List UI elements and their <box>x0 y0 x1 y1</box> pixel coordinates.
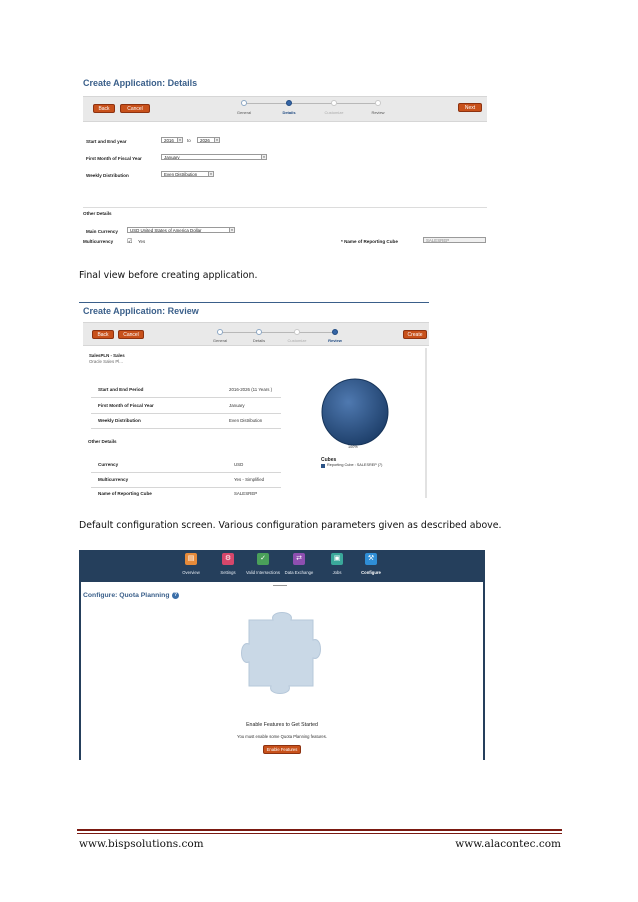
nav-data-exchange-label: Data Exchange <box>284 570 314 575</box>
back-button[interactable]: Back <box>93 104 115 113</box>
cubes-title: Cubes <box>321 457 337 463</box>
first-month-select[interactable]: January ▾ <box>161 154 267 160</box>
caption-final-view: Final view before creating application. <box>79 270 258 281</box>
start-year-select[interactable]: 2016 ▾ <box>161 137 183 143</box>
valid-intersections-icon: ✓ <box>257 553 269 565</box>
page-title: Configure: Quota Planning <box>83 592 170 599</box>
main-currency-label: Main Currency <box>86 229 118 234</box>
multicurrency-value: Yes <box>138 239 146 244</box>
caption-default-configuration: Default configuration screen. Various configuration parameters given as described above. <box>79 520 502 531</box>
footer-right-link[interactable]: www.alacontec.com <box>455 838 561 850</box>
cubes-legend-entry: Reporting Cube : SALESREP (7) <box>327 463 383 467</box>
enable-features-description: You must enable some Quota Planning features. <box>237 734 327 739</box>
overview-icon: ▤ <box>185 553 197 565</box>
next-button[interactable]: Next <box>458 103 482 112</box>
multicurrency-label: Multicurrency <box>83 239 114 244</box>
enable-features-button[interactable]: Enable Features <box>263 745 301 754</box>
summary-label-reporting-cube: Name of Reporting Cube <box>98 491 152 496</box>
puzzle-piece-icon <box>237 606 329 698</box>
divider <box>83 207 487 208</box>
nav-configure[interactable] <box>349 553 393 575</box>
step-general-label: General <box>236 110 252 115</box>
app-name: SalesPLN - Sales <box>89 353 125 358</box>
summary-value-first-month: January <box>229 403 245 408</box>
step-customize-label: Customize <box>287 338 307 343</box>
start-end-year-label: Start and End year <box>86 139 127 144</box>
dropdown-arrow-icon: ▾ <box>229 228 234 233</box>
wizard-toolbar <box>83 322 429 346</box>
row-divider <box>91 472 281 473</box>
jobs-icon: ▣ <box>331 553 343 565</box>
create-application-review-screenshot <box>79 302 429 498</box>
main-currency-select[interactable]: USD United States of America Dollar ▾ <box>127 227 235 233</box>
first-month-label: First Month of Fiscal Year <box>86 156 142 161</box>
cancel-button[interactable]: Cancel <box>120 104 150 113</box>
weekly-distribution-select[interactable]: Even Distribution ▾ <box>161 171 214 177</box>
step-customize-label: Customize <box>324 110 344 115</box>
summary-label-multicurrency: Multicurrency <box>98 477 129 482</box>
footer-rule-thick <box>77 829 562 831</box>
configure-quota-planning-screenshot <box>79 550 485 760</box>
summary-label-weekly: Weekly Distribution <box>98 418 141 423</box>
nav-valid-intersections-label: Valid Intersections <box>246 570 280 575</box>
step-review-label: Review <box>371 110 385 115</box>
reporting-cube-input[interactable]: SALESREP <box>423 237 486 243</box>
end-year-select[interactable]: 2026 ▾ <box>197 137 220 143</box>
weekly-distribution-label: Weekly Distribution <box>86 173 129 178</box>
step-review-dot[interactable] <box>375 100 381 106</box>
cancel-button[interactable]: Cancel <box>118 330 144 339</box>
enable-features-heading: Enable Features to Get Started <box>246 722 318 728</box>
step-details-dot[interactable] <box>286 100 292 106</box>
summary-value-start-end: 2016-2026 (11 Years ) <box>229 387 273 392</box>
other-details-heading: Other Details <box>83 211 112 216</box>
nav-settings-label: Settings <box>220 570 236 575</box>
help-icon[interactable]: ? <box>173 592 178 598</box>
step-details-label: Details <box>282 110 296 115</box>
summary-value-currency: USD <box>234 462 244 467</box>
back-button[interactable]: Back <box>92 330 114 339</box>
page-title: Create Application: Details <box>83 78 198 88</box>
row-divider <box>91 428 281 429</box>
nav-configure-label: Configure <box>361 570 381 575</box>
create-button[interactable]: Create <box>403 330 427 339</box>
step-review-label: Review <box>328 338 342 343</box>
row-divider <box>91 487 281 488</box>
summary-label-start-end: Start and End Period <box>98 387 144 392</box>
top-navigation-bar <box>79 550 485 582</box>
settings-icon: ⚙ <box>222 553 234 565</box>
footer-rule-thin <box>77 833 562 834</box>
dropdown-arrow-icon: ▾ <box>177 138 182 143</box>
dropdown-arrow-icon: ▾ <box>214 138 219 143</box>
step-details-label: Details <box>252 338 266 343</box>
page-title: Create Application: Review <box>83 306 199 316</box>
step-general-dot[interactable] <box>241 100 247 106</box>
step-track <box>221 332 335 333</box>
nav-jobs-label: Jobs <box>332 570 342 575</box>
row-divider <box>91 413 281 414</box>
row-divider <box>91 397 281 398</box>
step-customize-dot[interactable] <box>331 100 337 106</box>
summary-label-currency: Currency <box>98 462 119 467</box>
step-review-dot[interactable] <box>332 329 338 335</box>
dropdown-arrow-icon: ▾ <box>208 172 213 177</box>
wizard-toolbar <box>83 96 487 122</box>
summary-value-multicurrency: Yes - Simplified <box>234 477 265 482</box>
configure-icon: ⚒ <box>365 553 377 565</box>
step-customize-dot[interactable] <box>294 329 300 335</box>
collapse-handle[interactable] <box>273 585 287 586</box>
pie-percent-label: 100% <box>348 445 358 449</box>
create-application-details-screenshot <box>79 72 489 250</box>
to-label: to <box>187 138 191 143</box>
data-exchange-icon: ⇄ <box>293 553 305 565</box>
reporting-cube-label: * Name of Reporting Cube <box>341 239 398 244</box>
step-general-dot[interactable] <box>217 329 223 335</box>
app-subtitle: Oracle Sales Pl... <box>89 359 123 364</box>
pie-slice-reporting-cube[interactable] <box>322 379 388 445</box>
nav-overview-label: Overview <box>182 570 200 575</box>
footer-left-link[interactable]: www.bispsolutions.com <box>79 838 204 850</box>
summary-label-first-month: First Month of Fiscal Year <box>98 403 154 408</box>
summary-value-reporting-cube: SALESREP <box>234 491 258 496</box>
summary-value-weekly: Even Distribution <box>229 418 263 423</box>
multicurrency-checkbox[interactable]: ☑ <box>127 239 133 245</box>
dropdown-arrow-icon: ▾ <box>261 155 266 160</box>
scrollbar[interactable] <box>425 348 427 498</box>
legend-swatch <box>321 464 325 468</box>
step-track <box>245 103 379 104</box>
step-general-label: General <box>212 338 228 343</box>
step-details-dot[interactable] <box>256 329 262 335</box>
top-border <box>79 302 429 303</box>
cube-pie-chart <box>319 376 391 448</box>
other-details-heading: Other Details <box>88 439 117 444</box>
